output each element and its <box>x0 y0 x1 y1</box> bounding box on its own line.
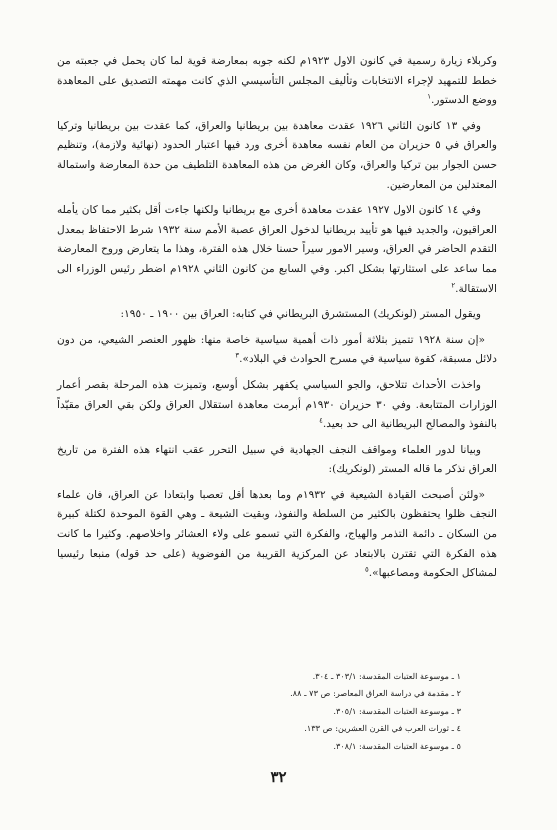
paragraph-1: وكربلاء زيارة رسمية في كانون الاول ١٩٢٣م لكنه جوبه بمعارضة قوية لما كان يحمل في جعبته من خطط للتمهيد لإجراء الانتخابات وتأليف المجلس التأسيسي الذي كانت مهمته التصديق على المعاهدة ووضع الدستور.$^١$ <box>57 55 498 107</box>
footnote-4: ٤ ـ ثورات العرب في القرن العشرين: ص ١٣٣. <box>304 723 461 734</box>
page-number: ٣٢ <box>270 768 287 786</box>
paragraph-6: وبيانا لدور العلماء ومواقف النجف الجهادية في سبيل التحرر عقب انتهاء هذه الفترة من تاريخ العراق نذكر ما قاله المستر (لونكريك): <box>57 443 497 476</box>
footnote-3: ٣ ـ موسوعة العتبات المقدسة: ٣٠٥/١. <box>333 705 461 716</box>
footnote-1: ١ ـ موسوعة العتبات المقدسة: ٣٠٣/١ ـ ٣٠٤. <box>312 671 461 681</box>
footnote-ref-2: ٢ <box>451 281 456 289</box>
paragraph-4: ويقول المستر (لونكريك) المستشرق البريطاني في كتابه: العراق بين ١٩٠٠ ـ ١٩٥٠: <box>120 308 481 321</box>
footnote-2: ٢ ـ مقدمة في دراسة العراق المعاصر: ص ٧٣ ـ ٨٨. <box>290 688 461 699</box>
paragraph-5: واخذت الأحداث تتلاحق، والجو السياسي يكفهر بشكل أوسع، وتميزت هذه المرحلة بقصر أعمار الوزارات المتتابعة. وفي ٣٠ حزيران ١٩٣٠م أبرمت معاهدة استقلال العراق ولكن بقي العراق مقيّداً بالنفوذ والمصالح البريطانية الى حد بعيد.$^٤$ <box>57 378 497 431</box>
paragraph-3: وفي ١٤ كانون الاول ١٩٢٧ عقدت معاهدة أخرى مع بريطانيا ولكنها جاءت أقل بكثير مما كان يأمله العراقيون، والجديد فيها هو تأييد بريطانيا لدخول العراق عصبة الأمم سنة ١٩٣٢ شرط الاحتفاظ بمعدل التقدم الحاضر في العراق، وسير الامور سيراً حسنا خلال هذه الفترة، وهذا ما يتعارض وروح المعارضة مما ساعد على استثارتها بشكل اكبر. وفي السابع من كانون الثاني ١٩٢٨م اضطر رئيس الوزراء الى الاستقالة.$^٢$ <box>57 204 497 295</box>
footnotes <box>161 668 461 755</box>
footnote-ref-1: ١ <box>427 92 431 101</box>
footnote-ref-5: ٥ <box>365 565 369 574</box>
footnote-ref-3: ٣ <box>235 351 240 360</box>
paragraph-2: وفي ١٣ كانون الثاني ١٩٢٦ عقدت معاهدة بين بريطانيا والعراق، كما عقدت بين بريطانيا وتركيا والعراق في ٥ حزيران من العام نفسه معاهدة أخرى ورد فيها اعتبار الحدود (نهائية ولازمة)، وتنظيم حسن الجوار بين تركيا والعراق، وكان الغرض من هذه المعاهدة التلطيف من حدة المعارضة واستمالة المعتدلين من المعارضين. <box>57 119 497 191</box>
footnote-ref-4: ٤ <box>319 416 323 425</box>
footnote-5: ٥ ـ موسوعة العتبات المقدسة: ٣٠٨/١. <box>333 740 461 751</box>
quote-2: «ولئن أصبحت القيادة الشيعية في ١٩٣٢م وما بعدها أقل تعصبا وابتعادا عن العراق، فان علماء النجف ظلوا يحتفظون بالكثير من السلطة والنفوذ، وبقيت الشيعة ـ وهي القوة الموحدة لكتلة كبيرة من السكان ـ دائمة التذمر والهياج، والفكرة التي تسمو على ولاء العشائر واخلاصهم. وكثيرا ما كانت هذه الفكرة التي تقترن بالابتعاد عن المركزية القريبة من الفوضوية (على حد قوله) منبعا رئيسيا لمشاكل الحكومة ومصاعبها».$^٥$ <box>57 488 497 580</box>
quote-1: «إن سنة ١٩٢٨ تتميز بثلاثة أمور ذات أهمية سياسية خاصة منها: ظهور العنصر الشيعي، من دون دلائل مسبقة، كقوة سياسية في مسرح الحوادث في البلاد».$^٣$ <box>57 333 497 366</box>
body-text <box>57 52 497 590</box>
